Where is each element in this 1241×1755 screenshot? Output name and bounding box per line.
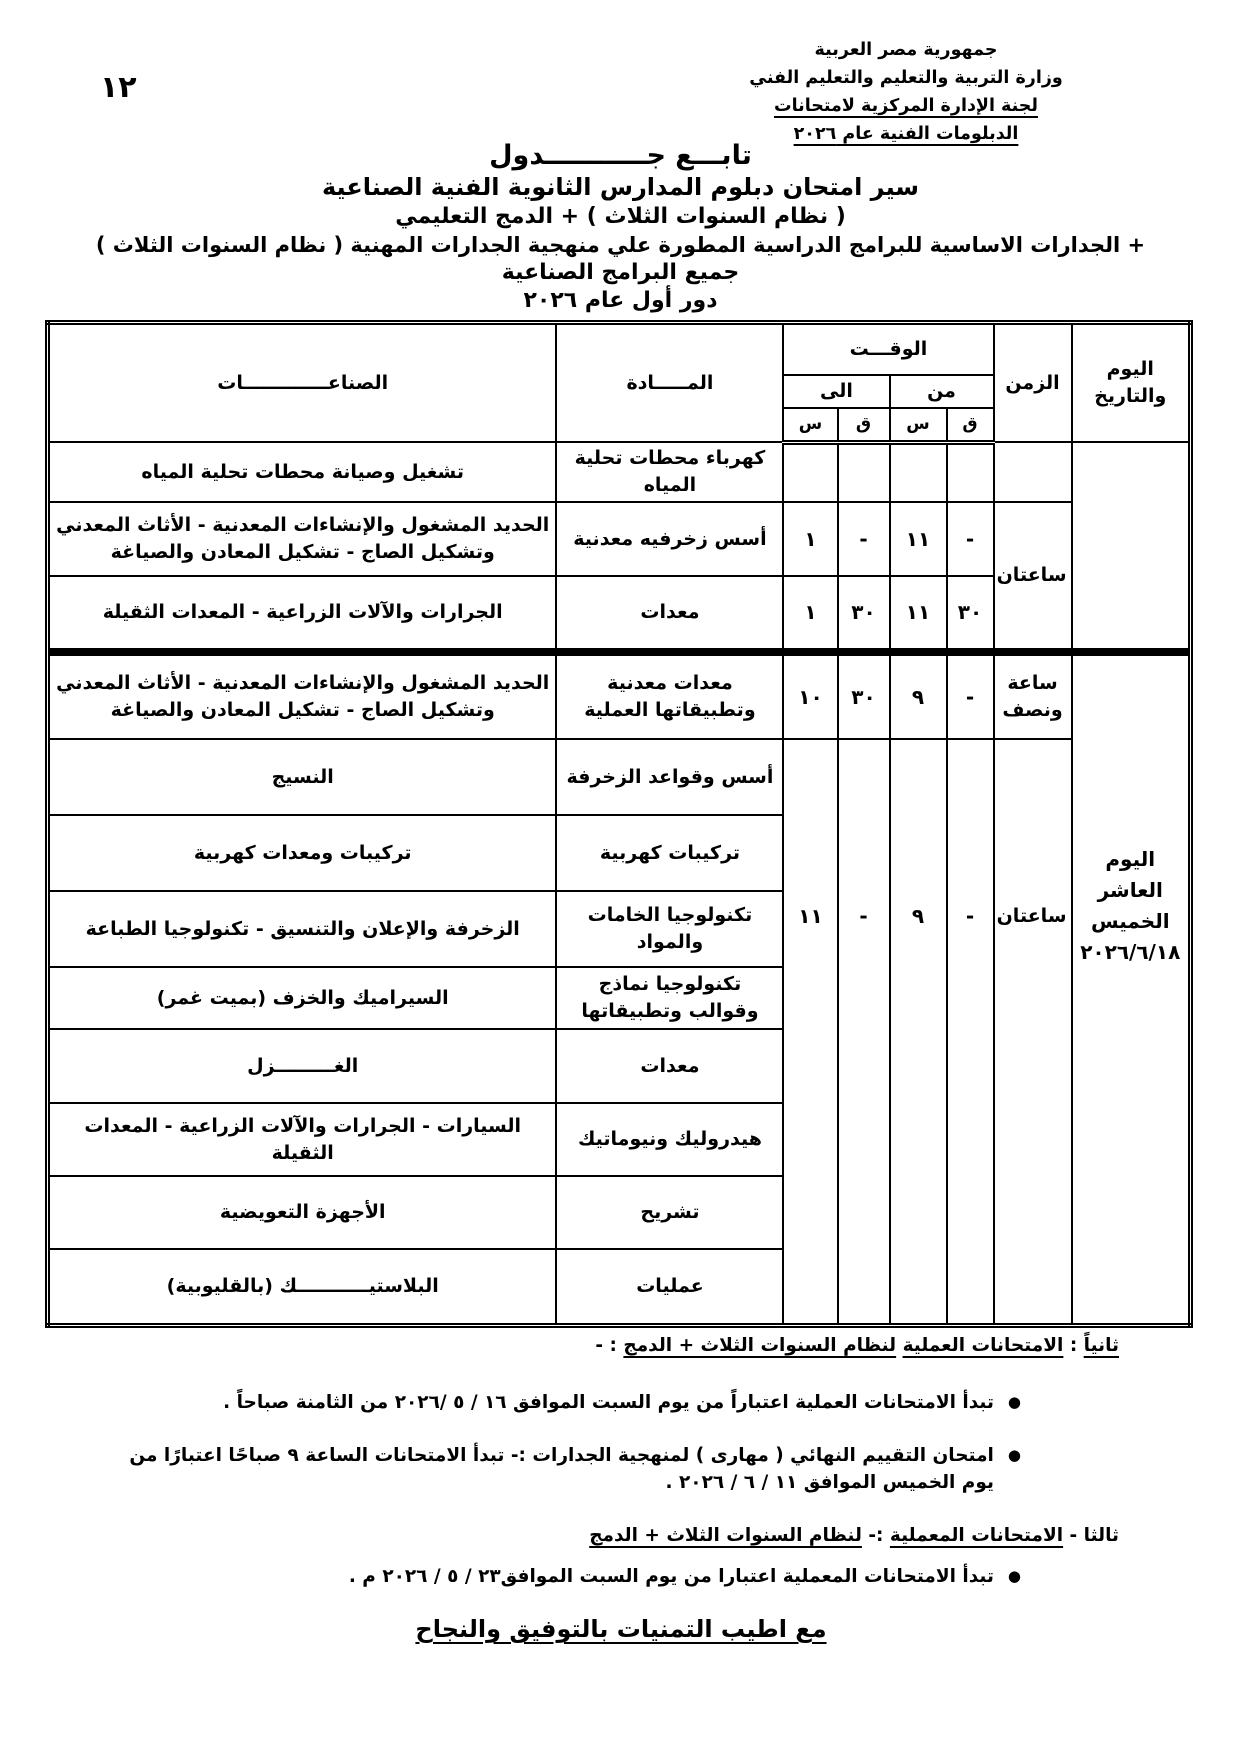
header-from-hours: س <box>890 408 947 443</box>
day-date-cell: اليوم العاشر الخميس ٢٠٢٦/٦/١٨ <box>1072 655 1191 1325</box>
note-third-heading: ثالثا - الامتحانات المعملية :- لنظام السنوات الثلاث + الدمج <box>589 1525 1119 1546</box>
time-cell: - <box>838 739 890 1325</box>
table-row <box>47 739 1190 815</box>
duration-cell: ساعتان <box>994 502 1072 649</box>
subject-cell: معدات معدنية وتطبيقاتها العملية <box>556 655 783 739</box>
industries-cell: البلاستيـــــــــــك (بالقليوبية) <box>47 1249 556 1325</box>
subject-cell: معدات <box>556 576 783 649</box>
table-row <box>47 502 1190 576</box>
duration-cell: ساعة ونصف <box>994 655 1072 739</box>
subject-cell: تشريح <box>556 1176 783 1249</box>
exam-schedule-table-wrap <box>45 320 1193 1328</box>
industries-cell: السيراميك والخزف (بميت غمر) <box>47 967 556 1029</box>
title-line-4: + الجدارات الاساسية للبرامج الدراسية المطورة علي منهجية الجدارات المهنية ( نظام السنوات الثلاث ) <box>95 233 1146 257</box>
bullet-icon: ● <box>1007 1446 1021 1464</box>
time-cell: ٩ <box>890 655 947 739</box>
bullet-icon: ● <box>1007 1393 1021 1411</box>
bullet-icon: ● <box>1007 1567 1021 1585</box>
letterhead-diplomas-year: الدبلومات الفنية عام ٢٠٢٦ <box>793 124 1019 144</box>
time-cell: - <box>947 502 994 576</box>
time-cell: ١١ <box>890 576 947 649</box>
time-cell: ١ <box>783 502 837 576</box>
note-second-heading: ثانياً : الامتحانات العملية لنظام السنوات الثلاث + الدمج : - <box>595 1335 1119 1356</box>
header-to: الى <box>783 375 889 408</box>
header-duration: الزمن <box>994 323 1072 443</box>
title-line-3: ( نظام السنوات الثلاث ) + الدمج التعليمي <box>395 204 846 229</box>
header-to-hours: س <box>783 408 837 443</box>
time-cell: - <box>838 502 890 576</box>
time-cell <box>890 442 947 502</box>
time-cell: ٣٠ <box>838 655 890 739</box>
subject-cell: كهرباء محطات تحلية المياه <box>556 442 783 502</box>
time-cell <box>838 442 890 502</box>
notes-section <box>109 1332 1119 1616</box>
table-row <box>47 442 1190 502</box>
time-cell: ٣٠ <box>838 576 890 649</box>
industries-cell: الأجهزة التعويضية <box>47 1176 556 1249</box>
footer-wishes: مع اطيب التمنيات بالتوفيق والنجاح <box>415 1615 827 1643</box>
duration-cell <box>994 442 1072 502</box>
industries-cell: الغـــــــــزل <box>47 1029 556 1103</box>
industries-cell: تركيبات ومعدات كهربية <box>47 815 556 891</box>
time-cell: ١١ <box>783 739 837 1325</box>
note-bullet-final-assessment <box>109 1442 1119 1496</box>
subject-cell: تركيبات كهربية <box>556 815 783 891</box>
time-cell <box>783 442 837 502</box>
header-industries: الصناعـــــــــــــات <box>47 323 556 443</box>
time-cell: - <box>947 655 994 739</box>
note-bullet-text: تبدأ الامتحانات المعملية اعتبارا من يوم السبت الموافق٢٣ / ٥ / ٢٠٢٦ م . <box>348 1566 994 1587</box>
time-cell: ١ <box>783 576 837 649</box>
title-line-1: تابـــع جـــــــــــدول <box>489 140 752 171</box>
industries-cell: الحديد المشغول والإنشاءات المعدنية - الأثاث المعدني وتشكيل الصاج - تشكيل المعادن والصياغة <box>47 502 556 576</box>
subject-cell: تكنولوجيا الخامات والمواد <box>556 891 783 967</box>
header-from: من <box>890 375 994 408</box>
subject-cell: معدات <box>556 1029 783 1103</box>
industries-cell: النسيج <box>47 739 556 815</box>
note-bullet-text: تبدأ الامتحانات العملية اعتباراً من يوم السبت الموافق ١٦ / ٥ /٢٠٢٦ من الثامنة صباحاً . <box>223 1392 994 1413</box>
header-subject: المـــــادة <box>556 323 783 443</box>
time-cell <box>947 442 994 502</box>
industries-cell: الجرارات والآلات الزراعية - المعدات الثقيلة <box>47 576 556 649</box>
title-block <box>0 140 1241 315</box>
time-cell: - <box>947 739 994 1325</box>
subject-cell: عمليات <box>556 1249 783 1325</box>
industries-cell: الزخرفة والإعلان والتنسيق - تكنولوجيا الطباعة <box>47 891 556 967</box>
header-day: اليوم والتاريخ <box>1072 323 1191 443</box>
time-cell: ٣٠ <box>947 576 994 649</box>
subject-cell: أسس وقواعد الزخرفة <box>556 739 783 815</box>
industries-cell: الحديد المشغول والإنشاءات المعدنية - الأثاث المعدني وتشكيل الصاج - تشكيل المعادن والصياغة <box>47 655 556 739</box>
header-to-minutes: ق <box>838 408 890 443</box>
title-line-2: سير امتحان دبلوم المدارس الثانوية الفنية الصناعية <box>321 173 920 201</box>
subject-cell: أسس زخرفيه معدنية <box>556 502 783 576</box>
header-time: الوقـــت <box>783 323 993 375</box>
letterhead-ministry: وزارة التربية والتعليم والتعليم الفني <box>749 68 1063 88</box>
industries-cell: تشغيل وصيانة محطات تحلية المياه <box>47 442 556 502</box>
duration-cell: ساعتان <box>994 739 1072 1325</box>
title-line-5: جميع البرامج الصناعية <box>501 260 740 285</box>
letterhead-committee: لجنة الإدارة المركزية لامتحانات <box>774 96 1038 116</box>
header-from-minutes: ق <box>947 408 994 443</box>
note-bullet-text: امتحان التقييم النهائي ( مهارى ) لمنهجية الجدارات :- تبدأ الامتحانات الساعة ٩ صباحًا اعتبارًا من يوم الخميس الموافق ١١ / ٦ / ٢٠٢٦ . <box>129 1445 994 1493</box>
time-cell: ٩ <box>890 739 947 1325</box>
note-bullet-lab <box>109 1563 1119 1590</box>
subject-cell: تكنولوجيا نماذج وقوالب وتطبيقاتها <box>556 967 783 1029</box>
letterhead <box>711 36 1101 148</box>
note-bullet-practical <box>109 1389 1119 1416</box>
table-row <box>47 655 1190 739</box>
exam-schedule-table <box>45 320 1193 1328</box>
time-cell: ١٠ <box>783 655 837 739</box>
industries-cell: السيارات - الجرارات والآلات الزراعية - المعدات الثقيلة <box>47 1103 556 1176</box>
day-date-cell-group1 <box>1072 442 1191 649</box>
subject-cell: هيدروليك ونيوماتيك <box>556 1103 783 1176</box>
title-line-6: دور أول عام ٢٠٢٦ <box>523 288 718 313</box>
letterhead-country: جمهورية مصر العربية <box>814 40 998 60</box>
page-number: ١٢ <box>100 70 137 105</box>
time-cell: ١١ <box>890 502 947 576</box>
